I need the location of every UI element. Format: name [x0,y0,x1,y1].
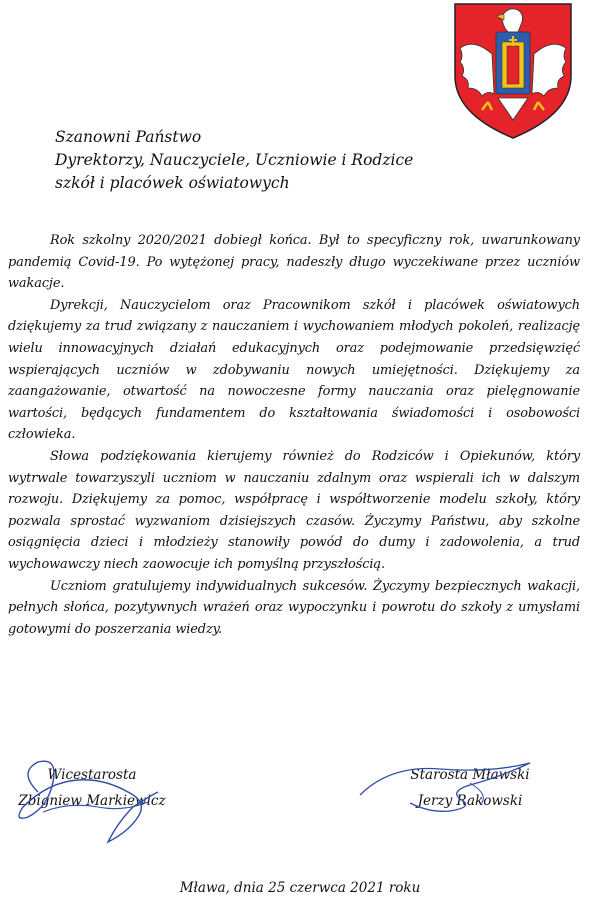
paragraph: Słowa podziękowania kierujemy również do Rodziców i Opiekunów, który wytrwale towarzyszyli uczniom w nauczaniu zdalnym oraz wspierali ich w dalszym rozwoju. Dziękujemy za pomoc, współpracę i współtworzenie modelu szkoły, który pozwala sprostać wyzwaniom dzisiejszych czasów. Życzymy Państwu, aby szkolne osiągnięcia dzieci i młodzieży stanowiły powód do dumy i zadowolenia, a trud wychowawczy niech zaowocuje ich pomyślną przyszłością. [8,448,580,572]
signatory-title: Wicestarosta [47,767,137,783]
salutation-line-1: Szanowni Państwo [55,128,202,146]
signatory-name: Jerzy Rakowski [417,793,523,809]
salutation [55,126,455,195]
signatory-name: Zbigniew Markiewicz [18,793,166,809]
handwritten-signature-right-icon [350,755,550,815]
paragraph: Dyrekcji, Nauczycielom oraz Pracownikom szkół i placówek oświatowych dziękujemy za trud związany z nauczaniem i wychowaniem młodych pokoleń, realizację wielu innowacyjnych działań edukacyjnych oraz podejmowanie przedsięwzięć wspierających uczniów w zdobywaniu nowych umiejętności. Dziękujemy za zaangażowanie, otwartość na nowoczesne formy nauczania oraz pielęgnowanie wartości, będących fundamentem do kształtowania świadomości i osobowości człowieka. [8,297,580,443]
paragraph: Rok szkolny 2020/2021 dobiegł końca. Był to specyficzny rok, uwarunkowany pandemią Covid-19. Po wytężonej pracy, nadeszły długo wyczekiwane przez uczniów wakacje. [8,233,580,292]
salutation-line-2: Dyrektorzy, Nauczyciele, Uczniowie i Rodzice [55,151,414,169]
salutation-line-3: szkół i placówek oświatowych [55,174,290,192]
signatory-title: Starosta Mławski [410,767,530,783]
paragraph: Uczniom gratulujemy indywidualnych sukcesów. Życzymy bezpiecznych wakacji, pełnych słońca, pozytywnych wrażeń oraz wypoczynku i powrotu do szkoły z umysłami gotowymi do poszerzania wiedzy. [8,578,580,637]
place-and-date: Mława, dnia 25 czerwca 2021 roku [179,880,421,896]
letter-body [8,230,580,640]
handwritten-signature-left-icon [8,752,178,847]
coat-of-arms-icon [452,2,574,140]
